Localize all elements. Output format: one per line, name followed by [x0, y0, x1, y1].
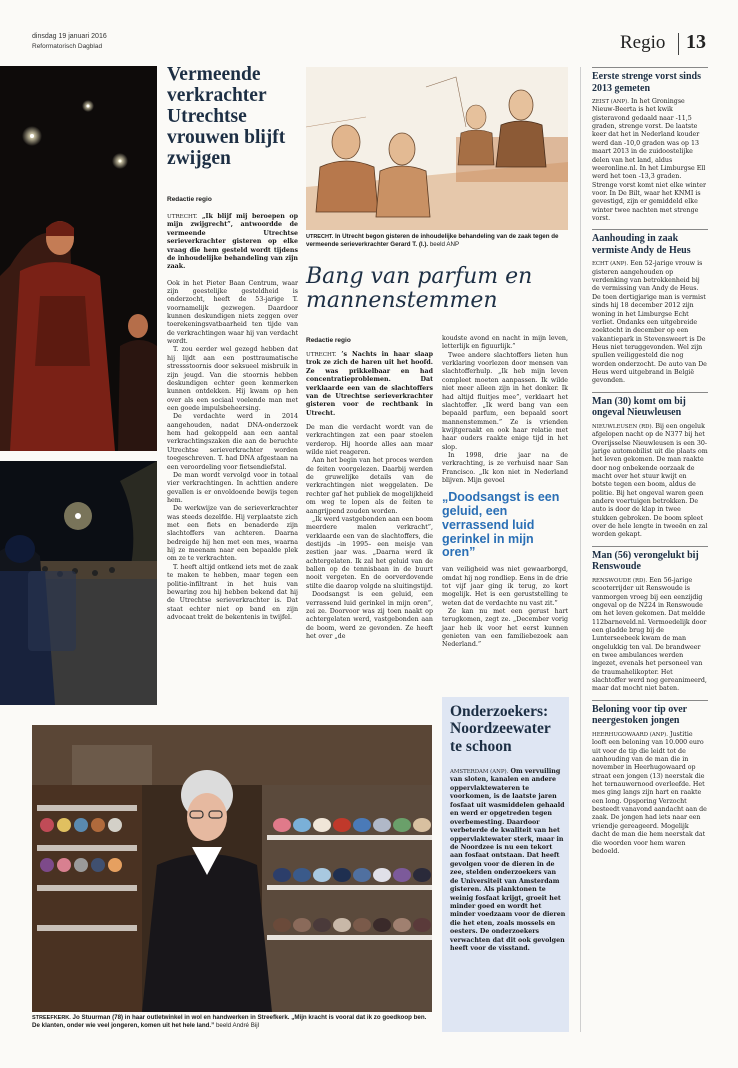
brief-headline: Man (56) verongelukt bij Renswoude	[592, 549, 699, 573]
main-headline: Vermeende verkrachter Utrechtse vrouwen blijft zwijgen	[167, 64, 286, 170]
brief-headline: Man (30) komt om bij ongeval Nieuwleusen	[592, 395, 686, 419]
sketch-caption-text: In Utrecht begon gisteren de inhoudelijke behandeling van de zaak tegen de vermeende serieverkrachter Gerard T. (l.).	[306, 233, 559, 249]
second-lead: ’s Nachts in haar slaap trok ze zich de haren uit het hoofd. Ze was prikkelbaar en had concentratieproblemen. Dat verklaarde een van de slachtoffers van de Utrechtse serieverkrachter gisteren voor de rechtbank in Utrecht.	[306, 351, 433, 417]
main-paragraph: T. heeft altijd ontkend iets met de zaak te maken te hebben, maar tegen een politie-infiltrant in het huis van bewaring zou hij hebben bekend dat hij de Utrechtse serieverkrachter is. Dat staat echter niet op band en zijn advocaat trekt de bekentenis in twijfel.	[167, 563, 298, 621]
pull-quote: „Doodsangst is een geluid, een verrassend luid gerinkel in mijn oren”	[442, 490, 560, 560]
yarn-shop-photo	[32, 725, 432, 1012]
brief-headline: Eerste strenge vorst sinds 2013 gemeten	[592, 71, 701, 94]
brief-body: In het Groningse Nieuw-Beerta is het kwik gisteravond gedaald naar -11,5 graden, strenge vorst. De laatste keer dat het in Nederland kouder werd dan -10,0 graden was op 13 maart 2013 in de zuidoostelijke delen van het land, aldus weeronline.nl. In het Limburgse Ell werd het toen -13,3 graden. Strenge vorst komt niet elke winter voor. In De Bilt, waar het KNMI is gevestigd, zijn er gemiddeld elke winter twee nachten met strenge vorst.	[592, 98, 706, 223]
sketch-credit: beeld ANP	[429, 241, 460, 249]
page-number: 13	[686, 31, 706, 53]
main-byline: Redactie regio	[167, 196, 212, 203]
second-article-col2	[442, 335, 568, 650]
newspaper-name: Reformatorisch Dagblad	[32, 43, 103, 50]
brief-place: HEERHUGOWAARD (ANP).	[592, 731, 668, 738]
second-paragraph: De man die verdacht wordt van de verkrachtingen zat een paar stoelen verderop. Hij hoorde alles aan maar wilde niet reageren.	[306, 423, 433, 457]
brief-text	[592, 423, 708, 540]
sketch-caption	[306, 233, 568, 250]
brief-text	[592, 260, 708, 385]
brief-place: ECHT (ANP).	[592, 261, 629, 268]
protest-night-photo	[0, 66, 157, 451]
second-article-col1	[306, 351, 433, 641]
second-paragraph: Ze kan nu met een gerust hart terugkomen, zegt ze. „December vorig jaar heb ik voor het eerst kunnen genieten van een familiebezoek aan Nederland.”	[442, 608, 568, 649]
second-paragraph: Twee andere slachtoffers lieten hun verklaring voorlezen door mensen van slachtofferhulp. „Ik heb mijn leven compleet moeten aanpassen. Ik wilde niet meer alleen zijn in het donker. Ik had altijd fluitjes mee”, verklaart het slachtoffer. „Ik werd bang van een bepaald parfum, een bepaald soort mannenstemmen.” Ze is vrienden kwijtgeraakt en ook haar relatie met haar ouders raakte enige tijd in het slop.	[442, 351, 568, 451]
column-rule	[580, 67, 581, 1032]
main-paragraph: De werkwijze van de serieverkrachter was steeds dezelfde. Hij verplaatste zich met een fiets en benaderde zijn slachtoffers van achteren. Daarna bedreigde hij hen met een mes, waarna hij ze meenam naar een bepaalde plek om ze te verkrachten.	[167, 505, 298, 563]
brief-place: ZEIST (ANP).	[592, 99, 629, 105]
main-paragraph: T. zou eerder wel gezegd hebben dat hij lijdt aan een posttraumatische stressstoornis door seksueel misbruik in zijn jeugd. Van die stoornis hebben deskundigen echter geen kenmerken kunnen ontdekken. Hij kwam op hen over als een sociaal voelende man met een goede impulsbeheersing.	[167, 346, 298, 412]
brief-divider	[592, 229, 708, 230]
shop-photo-caption	[32, 1014, 432, 1031]
second-lead-place: UTRECHT.	[306, 352, 337, 358]
main-article-body	[167, 213, 298, 622]
second-paragraph: koudste avond en nacht in mijn leven, letterlijk en figuurlijk.”	[442, 335, 568, 351]
section-title: Regio	[620, 32, 666, 53]
brief-place: RENSWOUDE (RD).	[592, 577, 648, 584]
second-paragraph: Doodsangst is een geluid, een verrassend luid gerinkel in mijn oren”, zei ze. Doorvoor was zij toen naakt op achtergelaten werd, vastgebonden aan de boom, werd ze gevonden. Ze heeft het over „de	[306, 591, 433, 640]
brief-text	[592, 731, 708, 856]
brief-headline: Aanhouding in zaak vermiste Andy de Heus	[592, 233, 691, 256]
main-lead: „Ik blijf mij beroepen op mijn zwijgrecht”, antwoordde de vermeende Utrechtse serieverkrachter gisteren op elke vraag die hem gesteld wordt tijdens de inhoudelijke behandeling van zijn zaak.	[167, 213, 298, 271]
second-headline: Bang van parfum en mannenstemmen	[306, 264, 533, 314]
news-briefs	[592, 67, 708, 857]
shop-credit: beeld André Bijl	[215, 1022, 259, 1030]
brief-body: Een 52-jarige vrouw is gisteren aangehouden op verdenking van betrokkenheid bij de vermissing van Andy de Heus. De toen dertigjarige man is vermist sinds hij 18 december 2012 zijn woning in het Limburgse Echt verliet. Ondanks een uitgebreide zoektocht in december op een vakantiepark in Stevensweert is De Heus niet teruggevonden. Wel zijn spullen veiliggesteld die nog worden onderzocht. De auto van De Heus werd uitgebrand in België gevonden.	[592, 260, 707, 385]
courtroom-sketch	[306, 67, 568, 230]
second-byline: Redactie regio	[306, 337, 351, 344]
shop-caption-text: Jo Stuurman (78) in haar outletwinkel in wol en handwerken in Streefkerk. „Mijn kracht is vooral dat ik zo goedkoop ben. De klanten, onder wie veel jongeren, komen uit het hele land.”	[32, 1014, 427, 1030]
sketch-caption-place: UTRECHT.	[306, 234, 334, 240]
header-divider	[678, 33, 679, 55]
issue-date: dinsdag 19 januari 2016	[32, 33, 107, 40]
box-place: AMSTERDAM (ANP).	[450, 769, 509, 775]
main-paragraph: De man wordt vervolgd voor in totaal vier verkrachtingen. In achttien andere gevallen is er onvoldoende bewijs tegen hem.	[167, 471, 298, 504]
brief-divider	[592, 700, 708, 701]
brief-place: NIEUWLEUSEN (RD).	[592, 423, 654, 430]
main-lead-place: UTRECHT.	[167, 214, 198, 220]
brief-body: Bij een ongeluk afgelopen nacht op de N377 bij het Overijsselse Nieuwleusen is een 30-jarige automobilist uit die plaats om het leven gekomen. De man raakte door nog onbekende oorzaak de macht over het stuur kwijt en botste tegen een boom, aldus de politie. Bij het ongeval waren geen andere voertuigen betrokken. De auto is door de klap in twee stukken gebroken. De boom spleet over de hele lengte in tweeën en zal worden gekapt.	[592, 422, 708, 539]
brief-divider	[592, 546, 708, 547]
second-paragraph: van veiligheid was niet gewaarborgd, omdat hij nog rondliep. Eens in de drie tot vijf jaar ging ik terug, zo kort mogelijk. Het is een geruststelling te weten dat de verdachte nu vast zit.”	[442, 566, 568, 607]
brief-body: Een 56-jarige scooterrijder uit Renswoude is vanmorgen vroeg bij een eenzijdig ongeval op de N224 in Renswoude om het leven gekomen. Dat meldde 112barneveld.nl. Vermoedelijk door een gladde brug bij de Lunterseebeek kwam de man ongelukkig ten val. De brandweer en twee ambulances werden ingezet, evenals het personeel van de traumahelikopter. Het slachtoffer werd nog gereanimeerd, maar dat mocht niet baten.	[592, 576, 707, 693]
brief-body: Justitie looft een beloning van 10.000 euro uit voor de tip die leidt tot de aanhouding van de man die in november in Heerhugowaard op straat een jongen (13) neerstak die het ternauwernood overleefde. Het mes ging langs zijn hart en raakte een long. Opsporing Verzocht besteedt vanavond aandacht aan de zaak. De jongen had iets naar een vriendje gereageerd. Mogelijk dacht de man die hem neerstak dat die woorden voor hem waren bedoeld.	[592, 730, 707, 855]
second-paragraph: „Ik werd vastgebonden aan een boom meerdere malen verkracht”, verklaarde een van de slachtoffers, die destijds –in 1995– een meisje van zestien jaar was. „Daarna werd ik achtergelaten. Ik zal het geluid van de ballen op de tennisbaan in de buurt nooit vergeten. En de oorverdovende stilte die daarop volgde na sluitingstijd.	[306, 515, 433, 590]
main-paragraph: Ook in het Pieter Baan Centrum, waar zijn geestelijke gesteldheid is onderzocht, heeft de 53-jarige T. voornamelijk gezwegen. Daardoor kunnen deskundigen niets zeggen over toerekeningsvatbaarheid ten tijde van de verkrachtingen waar hij van verdacht wordt.	[167, 279, 298, 346]
brief-headline: Beloning voor tip over neergestoken jongen	[592, 703, 687, 727]
riot-police-photo	[0, 461, 157, 705]
box-body	[450, 768, 566, 954]
second-paragraph: In 1998, drie jaar na de verkrachting, is ze verhuisd naar San Francisco. „Ik kon niet in Nederland blijven. Mijn gevoel	[442, 452, 568, 485]
box-headline: Onderzoekers: Noordzeewater te schoon	[450, 703, 551, 755]
shop-caption-place: STREEFKERK.	[32, 1015, 71, 1021]
brief-text	[592, 577, 708, 694]
brief-divider	[592, 392, 708, 393]
brief-divider	[592, 67, 708, 68]
brief-text	[592, 98, 708, 223]
box-text: Om vervuiling van sloten, kanalen en andere oppervlaktewateren te voorkomen, is de laatste jaren fosfaat uit wasmiddelen gehaald en werd er opgetreden tegen overbemesting. Daardoor verbeterde de kwaliteit van het oppervlaktewater sterk, maar in de Noordzee is nu een tekort aan fosfaat ontstaan. Dat heeft gevolgen voor de dieren in de zee, stelden onderzoekers van de Universiteit van Amsterdam gisteren. Als planktonen te weinig fosfaat krijgt, groeit het minder goed en wordt het minder voedzaam voor de dieren die het eten, zoals mossels en oesters. De onderzoekers verwachten dat dit ook gevolgen heeft voor de visstand.	[450, 768, 566, 953]
second-paragraph: Aan het begin van het proces werden de feiten voorgelezen. Daarbij werden de gruwelijke details van de verkrachtingen niet weggelaten. De rechter gaf het publiek de mogelijkheid om weg te lopen als de feiten te aangrijpend zouden worden.	[306, 457, 433, 515]
main-paragraph: De verdachte werd in 2014 aangehouden, nadat DNA-onderzoek hem had gekoppeld aan een aantal verkrachtingszaken die aan de beruchte Utrechtse serieverkrachter worden toegeschreven. T. had DNA afgestaan na een veroordeling voor fietsendiefstal.	[167, 413, 298, 471]
